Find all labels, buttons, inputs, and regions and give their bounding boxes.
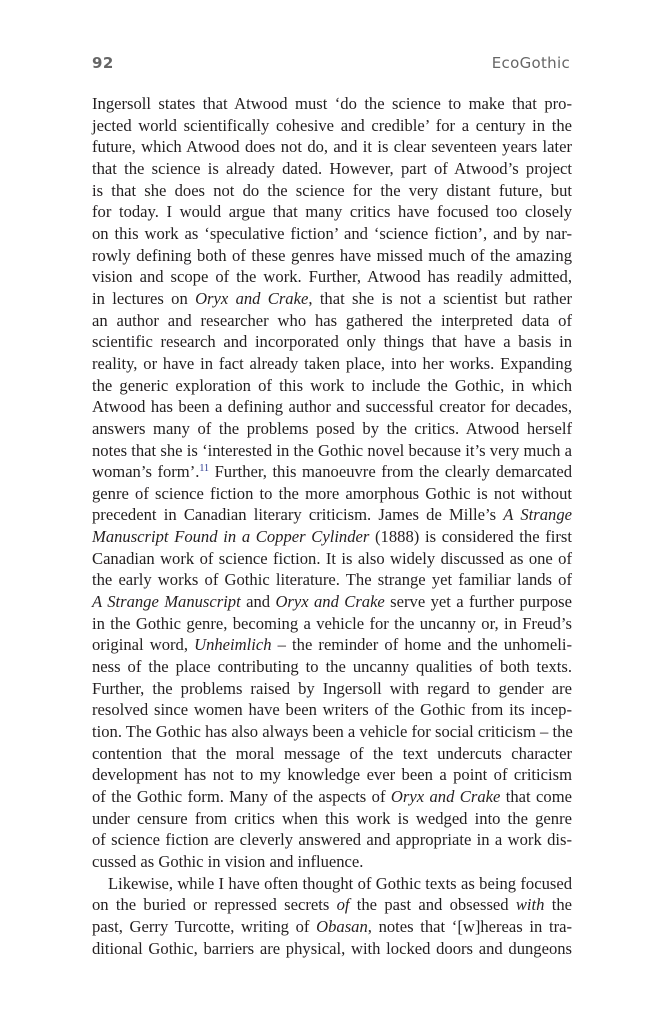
- text-line: tion. The Gothic has also always been a vehicle for social criticism – the: [92, 722, 573, 742]
- text-line: for today. I would argue that many critics have focused too closely: [92, 202, 572, 222]
- text-line: cussed as Gothic in vision and influence.: [92, 851, 364, 871]
- book-title: Oryx and Crake: [390, 787, 501, 806]
- running-title: EcoGothic: [491, 54, 570, 72]
- text-line: the early works of Gothic literature. The strange yet familiar lands of: [92, 570, 572, 590]
- body-text: [92, 93, 572, 959]
- text-line: future, which Atwood does not do, and it is clear seventeen years later: [92, 137, 572, 157]
- text-line: under censure from critics when this work is wedged into the genre: [92, 808, 572, 828]
- text-line: reality, or have in fact already taken place, into her works. Expanding: [92, 353, 572, 373]
- text-line: in the Gothic genre, becoming a vehicle for the uncanny or, in Freud’s: [92, 613, 572, 633]
- text-line: development has not to my knowledge ever been a point of criticism: [92, 765, 572, 785]
- text-line: original word, Unheimlich – the reminder of home and the unhomeli-: [92, 635, 572, 655]
- text-line: resolved since women have been writers of the Gothic from its incep-: [92, 700, 572, 720]
- book-title: Manuscript Found in a Copper Cylinder: [92, 527, 370, 547]
- text-line: past, Gerry Turcotte, writing of Obasan, notes that ‘[w]hereas in tra-: [92, 916, 573, 936]
- text-line: is that she does not do the science for the very distant future, but: [92, 180, 572, 200]
- text-line: woman’s form’.$^{11}$ Further, this manoeuvre from the clearly demarcated: [92, 462, 572, 482]
- text-line: of science fiction are cleverly answered and appropriate in a work dis-: [92, 830, 572, 850]
- book-title: Oryx and Crake: [275, 592, 385, 612]
- text-line: in lectures on Oryx and Crake, that she is not a scientist but rather: [92, 288, 572, 308]
- book-title: A Strange Manuscript: [92, 592, 241, 612]
- text-line: an author and researcher who has gathered the interpreted data of: [92, 310, 572, 330]
- book-title: Oryx and Crake: [195, 288, 309, 308]
- foreign-term: Unheimlich: [194, 635, 272, 655]
- text-line: contention that the moral message of the text undercuts character: [92, 743, 572, 763]
- text-line: Manuscript Found in a Copper Cylinder (1888) is considered the first: [92, 527, 572, 547]
- text-line: rowly defining both of these genres have missed much of the amazing: [92, 245, 572, 265]
- text-line: jected world scientifically cohesive and credible’ for a century in the: [92, 115, 572, 135]
- text-line: genre of science fiction to the more amorphous Gothic is not without: [92, 483, 572, 503]
- page-number: 92: [92, 54, 114, 72]
- text-line: A Strange Manuscript and Oryx and Crake serve yet a further purpose: [92, 592, 573, 612]
- text-line: the generic exploration of this work to include the Gothic, in which: [92, 375, 572, 395]
- text-line: that the science is already dated. However, part of Atwood’s project: [92, 158, 572, 178]
- book-title: Obasan: [316, 916, 368, 936]
- text-line: of the Gothic form. Many of the aspects of Oryx and Crake that come: [92, 787, 572, 806]
- text-line: precedent in Canadian literary criticism. James de Mille’s A Strange: [92, 505, 572, 525]
- text-line: Ingersoll states that Atwood must ‘do the science to make that pro-: [92, 94, 572, 113]
- emphasis: of: [336, 895, 350, 915]
- text-line: Canadian work of science fiction. It is also widely discussed as one of: [92, 548, 572, 568]
- text-line: Atwood has been a defining author and successful creator for decades,: [92, 397, 572, 417]
- text-line: answers many of the problems posed by the critics. Atwood herself: [92, 418, 572, 438]
- text-line: ditional Gothic, barriers are physical, with locked doors and dungeons: [92, 938, 572, 958]
- text-line: Likewise, while I have often thought of Gothic texts as being focused: [108, 873, 572, 893]
- text-line: notes that she is ‘interested in the Gothic novel because it’s very much a: [92, 440, 572, 460]
- emphasis: with: [515, 895, 545, 915]
- book-title: A Strange: [503, 505, 572, 525]
- text-line: scientific research and incorporated only things that have a basis in: [92, 332, 572, 352]
- text-line: Further, the problems raised by Ingersoll with regard to gender are: [92, 678, 572, 698]
- text-line: on this work as ‘speculative fiction’ and ‘science fiction’, and by nar-: [92, 223, 572, 243]
- text-line: vision and scope of the work. Further, Atwood has readily admitted,: [92, 267, 572, 287]
- text-line: on the buried or repressed secrets of the past and obsessed with the: [92, 895, 573, 915]
- running-head: [92, 54, 570, 76]
- text-line: ness of the place contributing to the uncanny qualities of both texts.: [92, 657, 572, 677]
- footnote-reference[interactable]: 11: [199, 463, 210, 475]
